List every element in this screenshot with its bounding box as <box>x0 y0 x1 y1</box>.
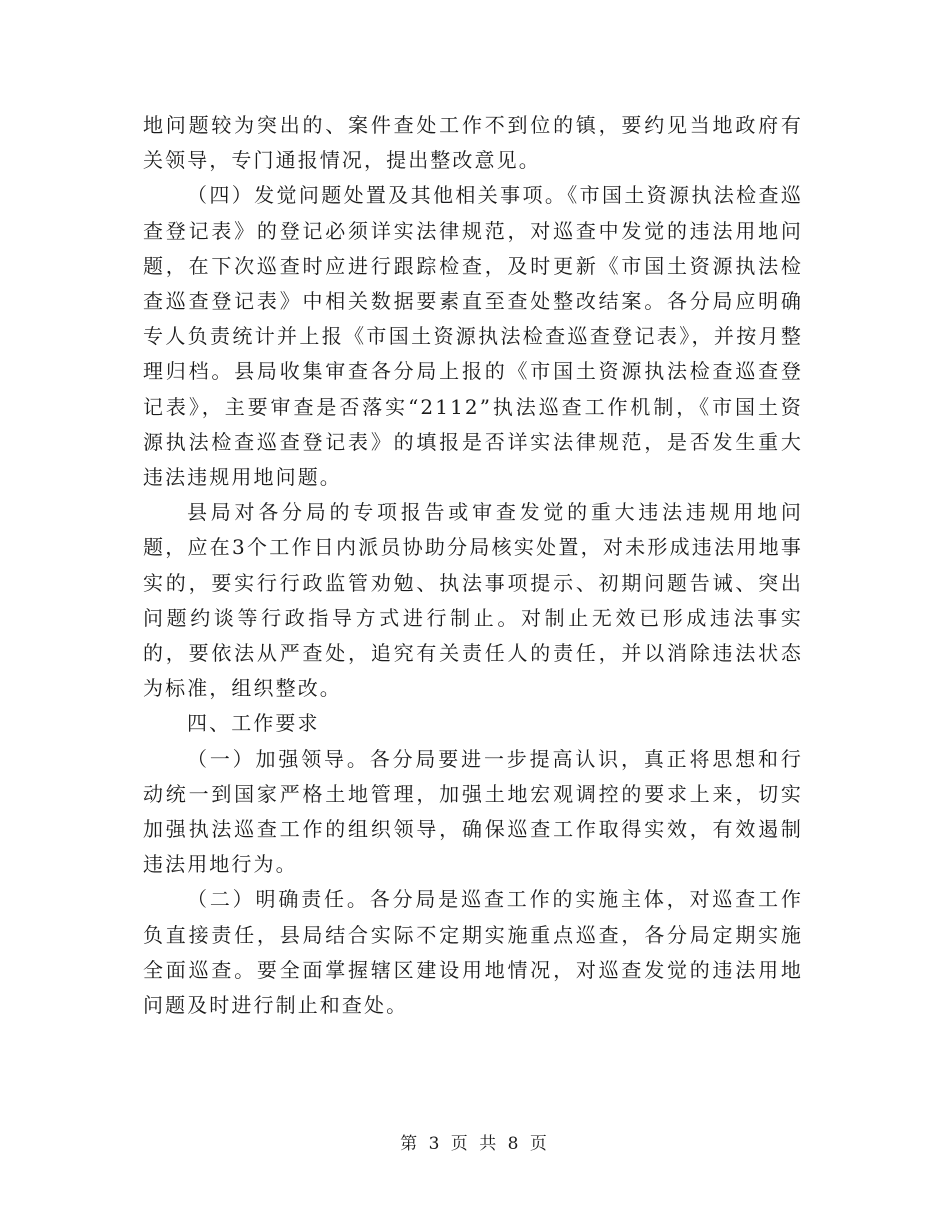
paragraph-county-bureau: 县局对各分局的专项报告或审查发觉的重大违法违规用地问题，应在3个工作日内派员协助分局核实处置，对未形成违法用地事实的，要实行行政监管劝勉、执法事项提示、初期问题告诫、突出问题约谈等行政指导方式进行制止。对制止无效已形成违法事实的，要依法从严查处，追究有关责任人的责任，并以消除违法状态为标准，组织整改。 <box>143 500 803 701</box>
paragraph-clarify-responsibility: （二）明确责任。各分局是巡查工作的实施主体，对巡查工作负直接责任，县局结合实际不定期实施重点巡查，各分局定期实施全面巡查。要全面掌握辖区建设用地情况，对巡查发觉的违法用地问题及时进行制止和查处。 <box>143 887 803 1018</box>
paragraph-section-4: （四）发觉问题处置及其他相关事项。《市国土资源执法检查巡查登记表》的登记必须详实法律规范，对巡查中发觉的违法用地问题，在下次巡查时应进行跟踪检查，及时更新《市国土资源执法检查巡查登记表》中相关数据要素直至查处整改结案。各分局应明确专人负责统计并上报《市国土资源执法检查巡查登记表》，并按月整理归档。县局收集审查各分局上报的《市国土资源执法检查巡查登记表》，主要审查是否落实“2112”执法巡查工作机制，《市国土资源执法检查巡查登记表》的填报是否详实法律规范，是否发生重大违法违规用地问题。 <box>143 183 803 490</box>
document-body <box>143 108 803 1023</box>
paragraph-strengthen-leadership: （一）加强领导。各分局要进一步提高认识，真正将思想和行动统一到国家严格土地管理，加强土地宏观调控的要求上来，切实加强执法巡查工作的组织领导，确保巡查工作取得实效，有效遏制违法用地行为。 <box>143 746 803 877</box>
section-heading-work-requirements: 四、工作要求 <box>187 711 320 736</box>
paragraph-continuation: 地问题较为突出的、案件查处工作不到位的镇，要约见当地政府有关领导，专门通报情况，提出整改意见。 <box>143 113 803 173</box>
page-number-footer: 第 3 页 共 8 页 <box>400 1134 550 1154</box>
